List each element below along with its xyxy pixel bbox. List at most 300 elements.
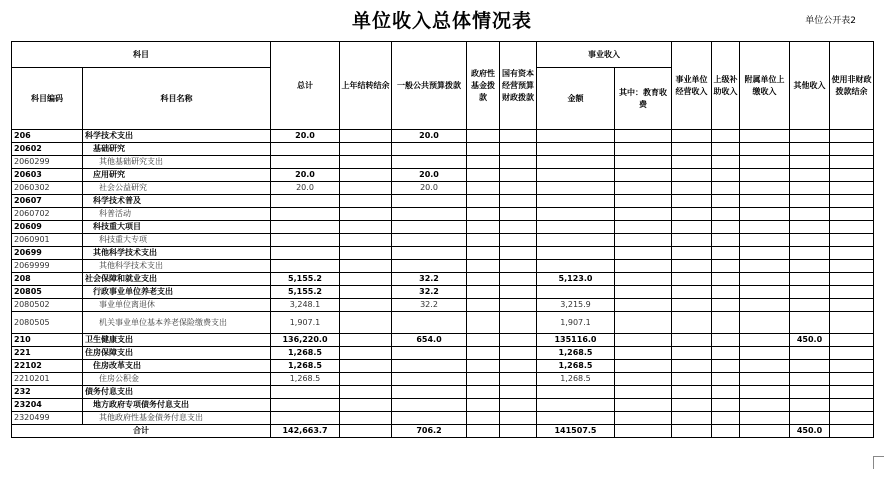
cell-edu	[615, 195, 672, 208]
cell-aff	[740, 399, 790, 412]
cell-name: 债务付息支出	[83, 386, 271, 399]
cell-other	[790, 399, 830, 412]
cell-oper	[672, 399, 712, 412]
cell-aff	[740, 386, 790, 399]
table-row	[12, 273, 874, 286]
cell-general: 20.0	[392, 169, 467, 182]
cell-capital	[500, 234, 537, 247]
cell-total	[271, 156, 340, 169]
cell-code: 23204	[12, 399, 83, 412]
total-row	[12, 425, 874, 438]
header-other-income: 其他收入	[790, 42, 830, 130]
cell-other	[790, 373, 830, 386]
cell-sup	[712, 412, 740, 425]
header-operating-income: 事业单位经营收入	[672, 42, 712, 130]
cell-capital	[500, 143, 537, 156]
cell-sup	[712, 221, 740, 234]
header-business-income: 事业收入	[537, 42, 672, 68]
cell-capital	[500, 347, 537, 360]
table-row	[12, 399, 874, 412]
cell-oper	[672, 373, 712, 386]
income-table	[11, 41, 874, 438]
cell-fund	[467, 273, 500, 286]
cell-sup	[712, 247, 740, 260]
cell-carry	[340, 221, 392, 234]
cell-name: 应用研究	[83, 169, 271, 182]
cell-amount	[537, 195, 615, 208]
cell-fund	[467, 260, 500, 273]
cell-amount	[537, 412, 615, 425]
cell-total: 136,220.0	[271, 334, 340, 347]
cell-sup	[712, 156, 740, 169]
cell-oper	[672, 412, 712, 425]
cell-code: 20607	[12, 195, 83, 208]
table-row	[12, 373, 874, 386]
cell-name: 住房保障支出	[83, 347, 271, 360]
cell-aff	[740, 208, 790, 221]
cell-fund	[467, 208, 500, 221]
header-amount: 金额	[537, 68, 615, 130]
cell-edu	[615, 130, 672, 143]
cell-amount	[537, 234, 615, 247]
form-code: 单位公开表2	[805, 16, 856, 26]
cell-capital	[500, 360, 537, 373]
cell-carry	[340, 312, 392, 334]
cell-amount	[537, 221, 615, 234]
cell-sup	[712, 286, 740, 299]
cell-code: 210	[12, 334, 83, 347]
cell-nonfiscal	[830, 221, 874, 234]
cell-fund	[467, 195, 500, 208]
cell-name: 基础研究	[83, 143, 271, 156]
total-general: 706.2	[392, 425, 467, 438]
cell-general: 20.0	[392, 130, 467, 143]
cell-code: 2320499	[12, 412, 83, 425]
table-row	[12, 169, 874, 182]
cell-other	[790, 247, 830, 260]
cell-other	[790, 130, 830, 143]
cell-aff	[740, 360, 790, 373]
cell-general: 654.0	[392, 334, 467, 347]
cell-nonfiscal	[830, 130, 874, 143]
cell-name: 其他政府性基金债务付息支出	[83, 412, 271, 425]
cell-carry	[340, 195, 392, 208]
cell-name: 其他基础研究支出	[83, 156, 271, 169]
cell-other	[790, 412, 830, 425]
table-row	[12, 156, 874, 169]
cell-general: 32.2	[392, 286, 467, 299]
header-general-budget: 一般公共预算拨款	[392, 42, 467, 130]
cell-fund	[467, 347, 500, 360]
cell-aff	[740, 143, 790, 156]
cell-name: 科普活动	[83, 208, 271, 221]
cell-total: 20.0	[271, 130, 340, 143]
cell-code: 2069999	[12, 260, 83, 273]
cell-edu	[615, 399, 672, 412]
cell-carry	[340, 208, 392, 221]
cell-total: 1,268.5	[271, 373, 340, 386]
page-corner-mark	[873, 456, 884, 469]
cell-aff	[740, 130, 790, 143]
cell-other	[790, 182, 830, 195]
cell-amount	[537, 156, 615, 169]
header-non-fiscal-balance: 使用非财政拨款结余	[830, 42, 874, 130]
cell-name: 其他科学技术支出	[83, 247, 271, 260]
cell-total	[271, 208, 340, 221]
cell-code: 221	[12, 347, 83, 360]
cell-name: 住房改革支出	[83, 360, 271, 373]
cell-oper	[672, 273, 712, 286]
cell-other	[790, 273, 830, 286]
cell-carry	[340, 260, 392, 273]
cell-carry	[340, 334, 392, 347]
table-row	[12, 412, 874, 425]
cell-total	[271, 247, 340, 260]
cell-aff	[740, 412, 790, 425]
cell-nonfiscal	[830, 299, 874, 312]
cell-other	[790, 286, 830, 299]
cell-oper	[672, 182, 712, 195]
header-state-capital: 国有资本经营预算财政拨款	[500, 42, 537, 130]
table-row	[12, 143, 874, 156]
cell-nonfiscal	[830, 334, 874, 347]
cell-code: 208	[12, 273, 83, 286]
cell-general	[392, 247, 467, 260]
cell-carry	[340, 234, 392, 247]
cell-fund	[467, 360, 500, 373]
cell-sup	[712, 360, 740, 373]
cell-sup	[712, 169, 740, 182]
cell-nonfiscal	[830, 182, 874, 195]
cell-total: 1,907.1	[271, 312, 340, 334]
cell-carry	[340, 399, 392, 412]
cell-fund	[467, 247, 500, 260]
cell-amount	[537, 130, 615, 143]
cell-code: 20603	[12, 169, 83, 182]
cell-other	[790, 386, 830, 399]
total-total: 142,663.7	[271, 425, 340, 438]
cell-capital	[500, 195, 537, 208]
cell-nonfiscal	[830, 247, 874, 260]
cell-total	[271, 234, 340, 247]
cell-oper	[672, 156, 712, 169]
cell-general	[392, 412, 467, 425]
cell-sup	[712, 130, 740, 143]
cell-edu	[615, 182, 672, 195]
cell-nonfiscal	[830, 399, 874, 412]
table-row	[12, 182, 874, 195]
cell-general	[392, 156, 467, 169]
cell-other	[790, 169, 830, 182]
cell-amount	[537, 143, 615, 156]
table-row	[12, 286, 874, 299]
table-row	[12, 130, 874, 143]
cell-nonfiscal	[830, 273, 874, 286]
cell-name: 其他科学技术支出	[83, 260, 271, 273]
cell-general	[392, 373, 467, 386]
cell-fund	[467, 386, 500, 399]
table-row	[12, 360, 874, 373]
total-carry	[340, 425, 392, 438]
cell-fund	[467, 286, 500, 299]
cell-code: 2080505	[12, 312, 83, 334]
cell-aff	[740, 312, 790, 334]
cell-sup	[712, 182, 740, 195]
total-label: 合计	[12, 425, 271, 438]
cell-name: 科学技术支出	[83, 130, 271, 143]
cell-code: 20602	[12, 143, 83, 156]
cell-edu	[615, 234, 672, 247]
cell-total: 20.0	[271, 182, 340, 195]
cell-nonfiscal	[830, 208, 874, 221]
total-capital	[500, 425, 537, 438]
cell-code: 2060302	[12, 182, 83, 195]
header-education-fee: 其中：教育收费	[615, 68, 672, 130]
cell-total: 1,268.5	[271, 360, 340, 373]
cell-edu	[615, 143, 672, 156]
cell-capital	[500, 156, 537, 169]
cell-carry	[340, 299, 392, 312]
cell-sup	[712, 347, 740, 360]
cell-edu	[615, 386, 672, 399]
cell-carry	[340, 182, 392, 195]
cell-total	[271, 412, 340, 425]
cell-edu	[615, 360, 672, 373]
header-total: 总计	[271, 42, 340, 130]
cell-general: 20.0	[392, 182, 467, 195]
cell-total	[271, 260, 340, 273]
cell-fund	[467, 234, 500, 247]
cell-amount: 135116.0	[537, 334, 615, 347]
cell-edu	[615, 347, 672, 360]
cell-capital	[500, 373, 537, 386]
cell-oper	[672, 312, 712, 334]
cell-sup	[712, 143, 740, 156]
cell-total: 5,155.2	[271, 286, 340, 299]
cell-total: 20.0	[271, 169, 340, 182]
cell-edu	[615, 273, 672, 286]
cell-aff	[740, 195, 790, 208]
cell-other	[790, 156, 830, 169]
cell-other	[790, 143, 830, 156]
table-row	[12, 347, 874, 360]
cell-amount: 1,268.5	[537, 347, 615, 360]
cell-other	[790, 221, 830, 234]
cell-code: 20699	[12, 247, 83, 260]
cell-other: 450.0	[790, 334, 830, 347]
cell-amount: 1,907.1	[537, 312, 615, 334]
cell-aff	[740, 234, 790, 247]
cell-carry	[340, 286, 392, 299]
cell-general	[392, 221, 467, 234]
cell-nonfiscal	[830, 347, 874, 360]
table-body	[12, 130, 874, 425]
cell-capital	[500, 221, 537, 234]
cell-carry	[340, 347, 392, 360]
cell-sup	[712, 373, 740, 386]
cell-carry	[340, 386, 392, 399]
cell-capital	[500, 286, 537, 299]
cell-carry	[340, 156, 392, 169]
cell-amount	[537, 386, 615, 399]
cell-edu	[615, 208, 672, 221]
cell-nonfiscal	[830, 143, 874, 156]
cell-nonfiscal	[830, 156, 874, 169]
cell-general	[392, 312, 467, 334]
cell-capital	[500, 399, 537, 412]
cell-nonfiscal	[830, 360, 874, 373]
cell-sup	[712, 234, 740, 247]
cell-oper	[672, 334, 712, 347]
cell-amount	[537, 208, 615, 221]
cell-general: 32.2	[392, 299, 467, 312]
header-gov-fund: 政府性基金拨款	[467, 42, 500, 130]
cell-general	[392, 260, 467, 273]
cell-amount: 3,215.9	[537, 299, 615, 312]
cell-edu	[615, 373, 672, 386]
cell-oper	[672, 286, 712, 299]
cell-capital	[500, 130, 537, 143]
cell-aff	[740, 182, 790, 195]
cell-total	[271, 386, 340, 399]
cell-amount	[537, 260, 615, 273]
cell-general	[392, 399, 467, 412]
cell-sup	[712, 312, 740, 334]
total-aff	[740, 425, 790, 438]
cell-aff	[740, 373, 790, 386]
cell-aff	[740, 286, 790, 299]
cell-capital	[500, 386, 537, 399]
cell-oper	[672, 234, 712, 247]
cell-general	[392, 195, 467, 208]
table-row	[12, 221, 874, 234]
cell-aff	[740, 247, 790, 260]
cell-amount	[537, 399, 615, 412]
table-row	[12, 195, 874, 208]
cell-capital	[500, 412, 537, 425]
cell-nonfiscal	[830, 386, 874, 399]
cell-fund	[467, 169, 500, 182]
table-row	[12, 247, 874, 260]
cell-nonfiscal	[830, 312, 874, 334]
cell-name: 社会公益研究	[83, 182, 271, 195]
total-oper	[672, 425, 712, 438]
cell-capital	[500, 299, 537, 312]
cell-aff	[740, 334, 790, 347]
cell-amount	[537, 169, 615, 182]
cell-aff	[740, 273, 790, 286]
table-row	[12, 299, 874, 312]
cell-fund	[467, 334, 500, 347]
cell-edu	[615, 156, 672, 169]
cell-code: 20609	[12, 221, 83, 234]
cell-amount: 1,268.5	[537, 373, 615, 386]
cell-other	[790, 312, 830, 334]
cell-capital	[500, 247, 537, 260]
cell-code: 2080502	[12, 299, 83, 312]
cell-sup	[712, 299, 740, 312]
cell-oper	[672, 299, 712, 312]
cell-carry	[340, 247, 392, 260]
cell-name: 行政事业单位养老支出	[83, 286, 271, 299]
cell-fund	[467, 312, 500, 334]
cell-total: 5,155.2	[271, 273, 340, 286]
cell-nonfiscal	[830, 373, 874, 386]
cell-code: 2210201	[12, 373, 83, 386]
cell-oper	[672, 130, 712, 143]
cell-carry	[340, 143, 392, 156]
cell-amount: 5,123.0	[537, 273, 615, 286]
cell-code: 22102	[12, 360, 83, 373]
cell-fund	[467, 412, 500, 425]
cell-sup	[712, 195, 740, 208]
page-title: 单位收入总体情况表	[351, 10, 532, 32]
cell-total: 3,248.1	[271, 299, 340, 312]
cell-nonfiscal	[830, 412, 874, 425]
cell-sup	[712, 273, 740, 286]
cell-sup	[712, 386, 740, 399]
cell-nonfiscal	[830, 234, 874, 247]
cell-general	[392, 208, 467, 221]
cell-name: 地方政府专项债务付息支出	[83, 399, 271, 412]
cell-code: 2060901	[12, 234, 83, 247]
cell-nonfiscal	[830, 260, 874, 273]
cell-amount: 1,268.5	[537, 360, 615, 373]
cell-capital	[500, 273, 537, 286]
cell-amount	[537, 286, 615, 299]
cell-nonfiscal	[830, 169, 874, 182]
cell-oper	[672, 260, 712, 273]
cell-name: 卫生健康支出	[83, 334, 271, 347]
cell-oper	[672, 347, 712, 360]
cell-carry	[340, 373, 392, 386]
cell-edu	[615, 221, 672, 234]
cell-nonfiscal	[830, 286, 874, 299]
cell-general	[392, 386, 467, 399]
cell-sup	[712, 399, 740, 412]
cell-edu	[615, 247, 672, 260]
cell-sup	[712, 208, 740, 221]
cell-aff	[740, 347, 790, 360]
cell-sup	[712, 334, 740, 347]
total-edu	[615, 425, 672, 438]
cell-oper	[672, 247, 712, 260]
cell-carry	[340, 360, 392, 373]
cell-capital	[500, 312, 537, 334]
cell-oper	[672, 221, 712, 234]
cell-total	[271, 221, 340, 234]
cell-other	[790, 234, 830, 247]
header-subject-name: 科目名称	[83, 68, 271, 130]
cell-carry	[340, 273, 392, 286]
cell-oper	[672, 386, 712, 399]
cell-capital	[500, 260, 537, 273]
cell-edu	[615, 286, 672, 299]
cell-fund	[467, 143, 500, 156]
cell-code: 2060299	[12, 156, 83, 169]
cell-edu	[615, 412, 672, 425]
cell-total	[271, 143, 340, 156]
cell-aff	[740, 260, 790, 273]
cell-code: 20805	[12, 286, 83, 299]
header-carryover: 上年结转结余	[340, 42, 392, 130]
cell-nonfiscal	[830, 195, 874, 208]
cell-general	[392, 143, 467, 156]
cell-name: 科技重大项目	[83, 221, 271, 234]
cell-capital	[500, 169, 537, 182]
table-row	[12, 334, 874, 347]
cell-name: 机关事业单位基本养老保险缴费支出	[83, 312, 271, 334]
